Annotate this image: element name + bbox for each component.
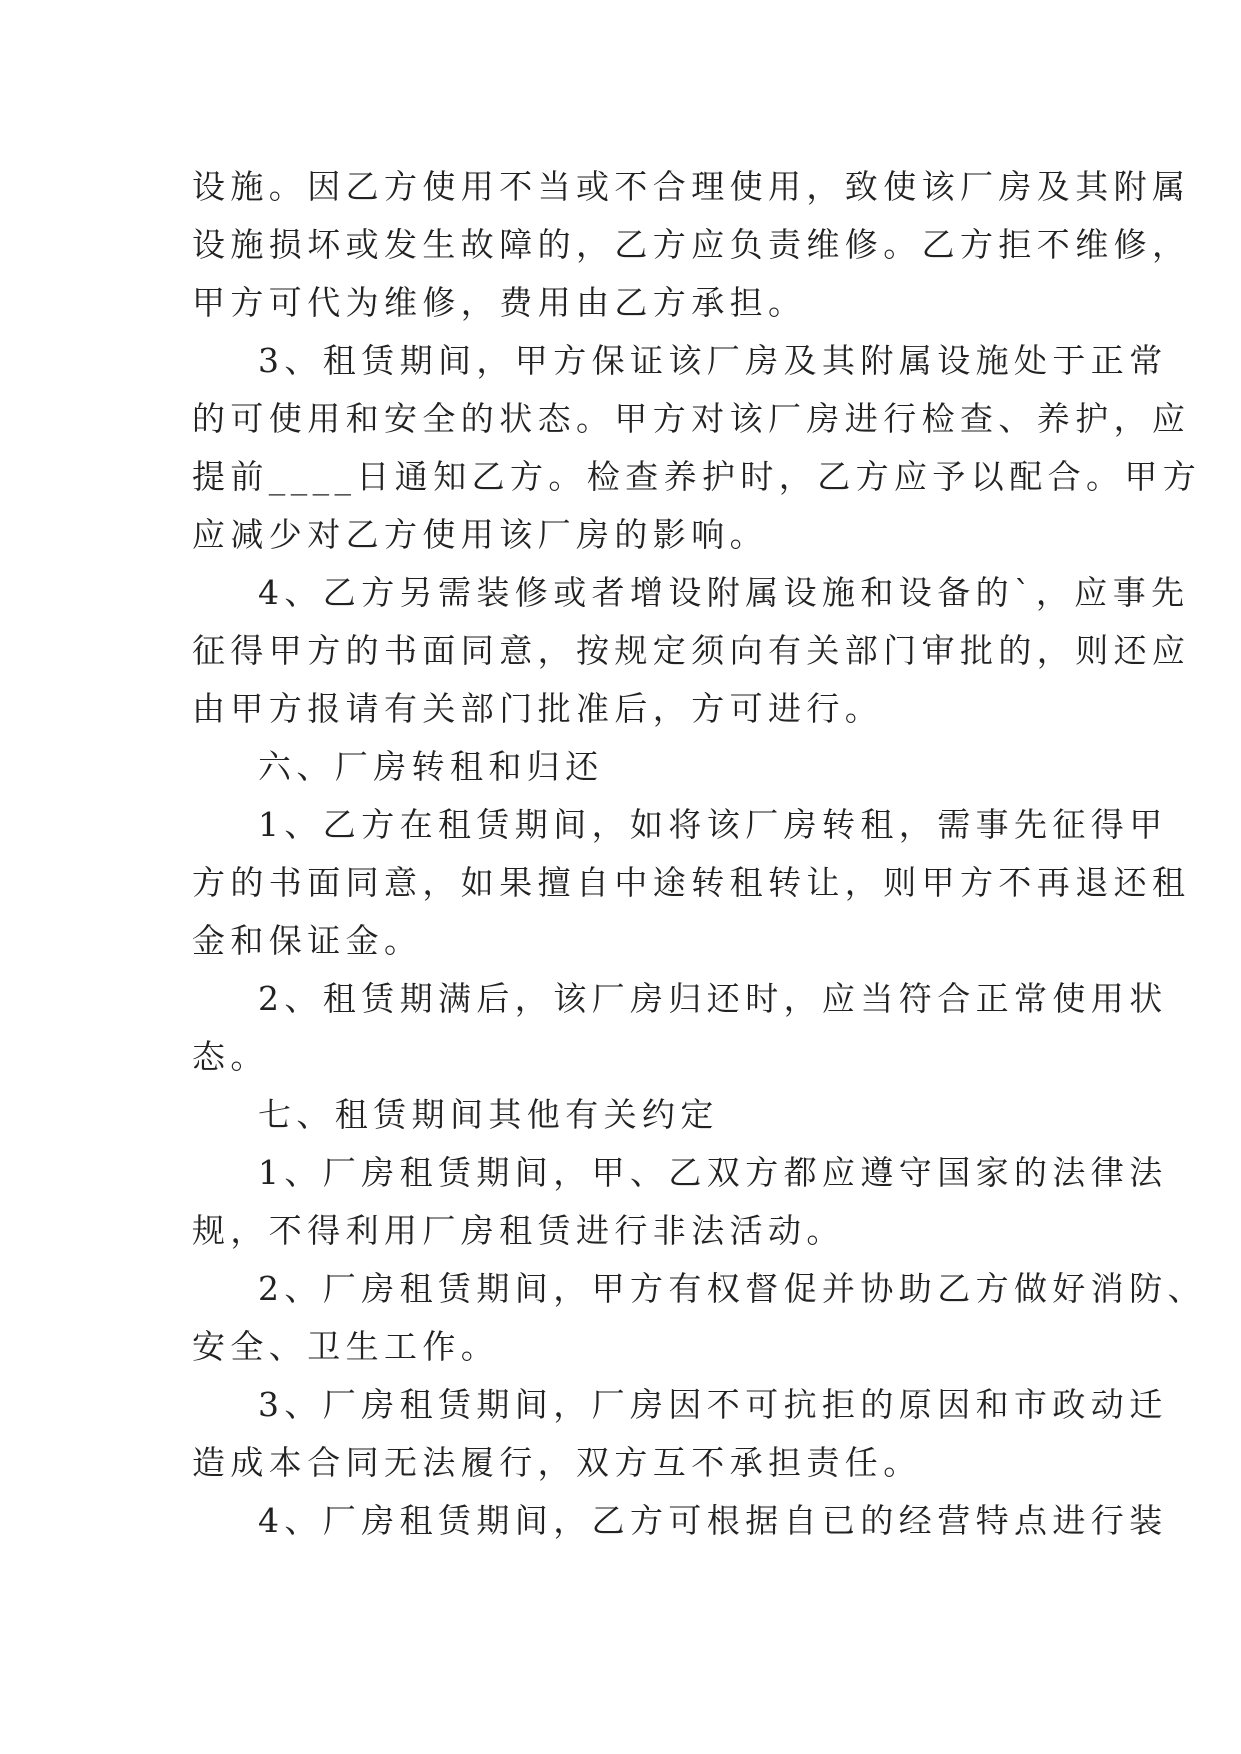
section-heading: 六、厂房转租和归还 [258, 747, 604, 786]
paragraph-line: 4、厂房租赁期间，乙方可根据自已的经营特点进行装 [258, 1501, 1168, 1540]
paragraph-line: 1、乙方在租赁期间，如将该厂房转租，需事先征得甲 [258, 805, 1168, 844]
section-heading: 七、租赁期间其他有关约定 [258, 1095, 719, 1134]
paragraph-line: 2、厂房租赁期间，甲方有权督促并协助乙方做好消防、 [258, 1269, 1206, 1308]
paragraph-line: 征得甲方的书面同意，按规定须向有关部门审批的，则还应 [192, 631, 1191, 670]
paragraph-line: 方的书面同意，如果擅自中途转租转让，则甲方不再退还租 [192, 863, 1191, 902]
paragraph-line: 规，不得利用厂房租赁进行非法活动。 [192, 1211, 845, 1250]
paragraph-line: 由甲方报请有关部门批准后，方可进行。 [192, 689, 884, 728]
paragraph-line: 应减少对乙方使用该厂房的影响。 [192, 515, 768, 554]
paragraph-line: 的可使用和安全的状态。甲方对该厂房进行检查、养护，应 [192, 399, 1191, 438]
paragraph-line: 造成本合同无法履行，双方互不承担责任。 [192, 1443, 922, 1482]
paragraph-line: 3、租赁期间，甲方保证该厂房及其附属设施处于正常 [258, 341, 1168, 380]
paragraph-line: 提前____日通知乙方。检查养护时，乙方应予以配合。甲方 [192, 457, 1202, 496]
paragraph-line: 3、厂房租赁期间，厂房因不可抗拒的原因和市政动迁 [258, 1385, 1168, 1424]
paragraph-line: 态。 [192, 1037, 269, 1076]
paragraph-line: 4、乙方另需装修或者增设附属设施和设备的`，应事先 [258, 573, 1190, 612]
paragraph-line: 甲方可代为维修，费用由乙方承担。 [192, 283, 807, 322]
paragraph-line: 金和保证金。 [192, 921, 423, 960]
paragraph-line: 设施损坏或发生故障的，乙方应负责维修。乙方拒不维修， [192, 225, 1191, 264]
paragraph-line: 安全、卫生工作。 [192, 1327, 500, 1366]
paragraph-line: 设施。因乙方使用不当或不合理使用，致使该厂房及其附属 [192, 167, 1191, 206]
document-body [192, 158, 1206, 1550]
paragraph-line: 1、厂房租赁期间，甲、乙双方都应遵守国家的法律法 [258, 1153, 1168, 1192]
paragraph-line: 2、租赁期满后，该厂房归还时，应当符合正常使用状 [258, 979, 1168, 1018]
